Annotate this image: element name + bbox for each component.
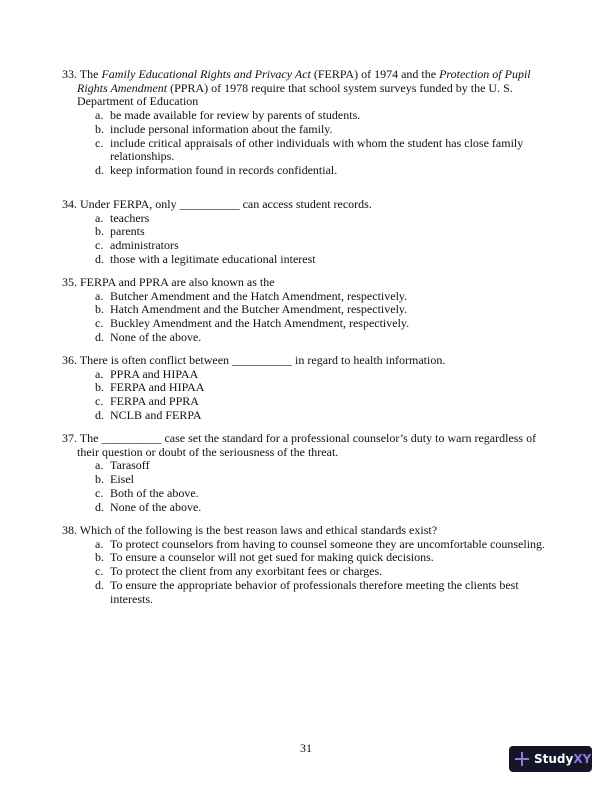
option-text: FERPA and HIPAA: [110, 380, 205, 395]
option-text: None of the above.: [110, 329, 202, 344]
question-stem: [62, 68, 547, 109]
option-letter: b.: [95, 550, 104, 565]
question-stem: [62, 432, 547, 459]
logo-text-accent: XY: [573, 752, 592, 766]
answer-option: [62, 317, 547, 331]
stem-text: 33. The: [62, 67, 102, 81]
option-letter: a.: [95, 288, 104, 303]
answer-option: [62, 239, 547, 253]
answer-option: [62, 368, 547, 382]
question: [62, 276, 547, 345]
answer-option: [62, 253, 547, 267]
option-text: teachers: [110, 210, 150, 225]
option-letter: a.: [95, 536, 104, 551]
option-letter: c.: [95, 394, 104, 409]
option-text: keep information found in records confidential.: [110, 162, 338, 177]
option-letter: b.: [95, 380, 104, 395]
answer-option: [62, 459, 547, 473]
answer-option: [62, 212, 547, 226]
question: [62, 524, 547, 606]
option-text: include personal information about the family.: [110, 121, 333, 136]
option-text: Eisel: [110, 472, 134, 487]
option-text: Both of the above.: [110, 485, 199, 500]
option-text: parents: [110, 224, 145, 239]
option-letter: a.: [95, 458, 104, 473]
answer-option: [62, 303, 547, 317]
answer-option: [62, 409, 547, 423]
answer-option: [62, 225, 547, 239]
option-letter: c.: [95, 316, 104, 331]
answer-option: [62, 137, 547, 164]
option-letter: d.: [95, 407, 104, 422]
answer-option: [62, 538, 547, 552]
question-stem: [62, 524, 547, 538]
option-text: To ensure a counselor will not get sued for making quick decisions.: [110, 550, 434, 565]
logo-text: Study: [534, 752, 574, 766]
stem-text: 36. There is often conflict between __________ in regard to health information.: [62, 353, 446, 367]
answer-option: [62, 290, 547, 304]
option-text: administrators: [110, 238, 179, 253]
answer-option: [62, 565, 547, 579]
question: [62, 198, 547, 267]
answer-option: [62, 164, 547, 178]
stem-text: Family Educational Rights and Privacy Act: [101, 67, 311, 81]
answer-option: [62, 579, 547, 606]
stem-text: 38. Which of the following is the best reason laws and ethical standards exist?: [62, 523, 438, 537]
option-text: None of the above.: [110, 499, 202, 514]
question-stem: [62, 354, 547, 368]
answer-option: [62, 551, 547, 565]
option-letter: d.: [95, 329, 104, 344]
option-letter: b.: [95, 472, 104, 487]
question: [62, 68, 547, 178]
option-letter: a.: [95, 108, 104, 123]
option-text: Hatch Amendment and the Butcher Amendment, respectively.: [110, 302, 408, 317]
answer-option: [62, 109, 547, 123]
option-text: PPRA and HIPAA: [110, 366, 199, 381]
question: [62, 354, 547, 423]
option-letter: b.: [95, 121, 104, 136]
option-text: To ensure the appropriate behavior of professionals therefore meeting the clients best interests.: [110, 577, 519, 606]
question-stem: [62, 276, 547, 290]
option-text: Butcher Amendment and the Hatch Amendment, respectively.: [110, 288, 408, 303]
option-text: To protect counselors from having to counsel someone they are uncomfortable counseling.: [110, 536, 546, 551]
stem-text: Protection of Pupil Rights Amendment: [77, 67, 531, 95]
option-letter: d.: [95, 162, 104, 177]
answer-option: [62, 123, 547, 137]
answer-option: [62, 501, 547, 515]
option-text: To protect the client from any exorbitant fees or charges.: [110, 564, 383, 579]
option-text: NCLB and FERPA: [110, 407, 202, 422]
studyxy-logo: [509, 746, 592, 772]
option-text: Buckley Amendment and the Hatch Amendment, respectively.: [110, 316, 410, 331]
option-text: include critical appraisals of other individuals with whom the student has close family relationships.: [110, 135, 524, 164]
answer-option: [62, 381, 547, 395]
stem-text: 34. Under FERPA, only __________ can access student records.: [62, 197, 372, 211]
question-stem: [62, 198, 547, 212]
option-text: FERPA and PPRA: [110, 394, 199, 409]
answer-option: [62, 331, 547, 345]
plus-icon: [515, 752, 529, 766]
option-letter: d.: [95, 577, 104, 592]
option-letter: b.: [95, 224, 104, 239]
stem-text: (PPRA) of 1978 require that school system surveys funded by the U. S. Department of Education: [77, 80, 513, 109]
stem-text: 37. The __________ case set the standard for a professional counselor’s duty to warn regardless of their question or doubt of the seriousness of the threat.: [62, 431, 537, 459]
stem-text: (FERPA) of 1974 and the: [310, 67, 440, 81]
option-letter: a.: [95, 210, 104, 225]
question: [62, 432, 547, 514]
option-letter: d.: [95, 499, 104, 514]
stem-text: 35. FERPA and PPRA are also known as the: [62, 275, 275, 289]
option-letter: c.: [95, 485, 104, 500]
option-letter: a.: [95, 366, 104, 381]
option-letter: d.: [95, 251, 104, 266]
answer-option: [62, 473, 547, 487]
page-number: 31: [300, 741, 312, 755]
option-text: Tarasoff: [110, 458, 150, 473]
answer-option: [62, 395, 547, 409]
option-text: those with a legitimate educational interest: [110, 251, 316, 266]
option-letter: b.: [95, 302, 104, 317]
option-letter: c.: [95, 135, 104, 150]
option-text: be made available for review by parents of students.: [110, 108, 361, 123]
answer-option: [62, 487, 547, 501]
option-letter: c.: [95, 238, 104, 253]
option-letter: c.: [95, 564, 104, 579]
